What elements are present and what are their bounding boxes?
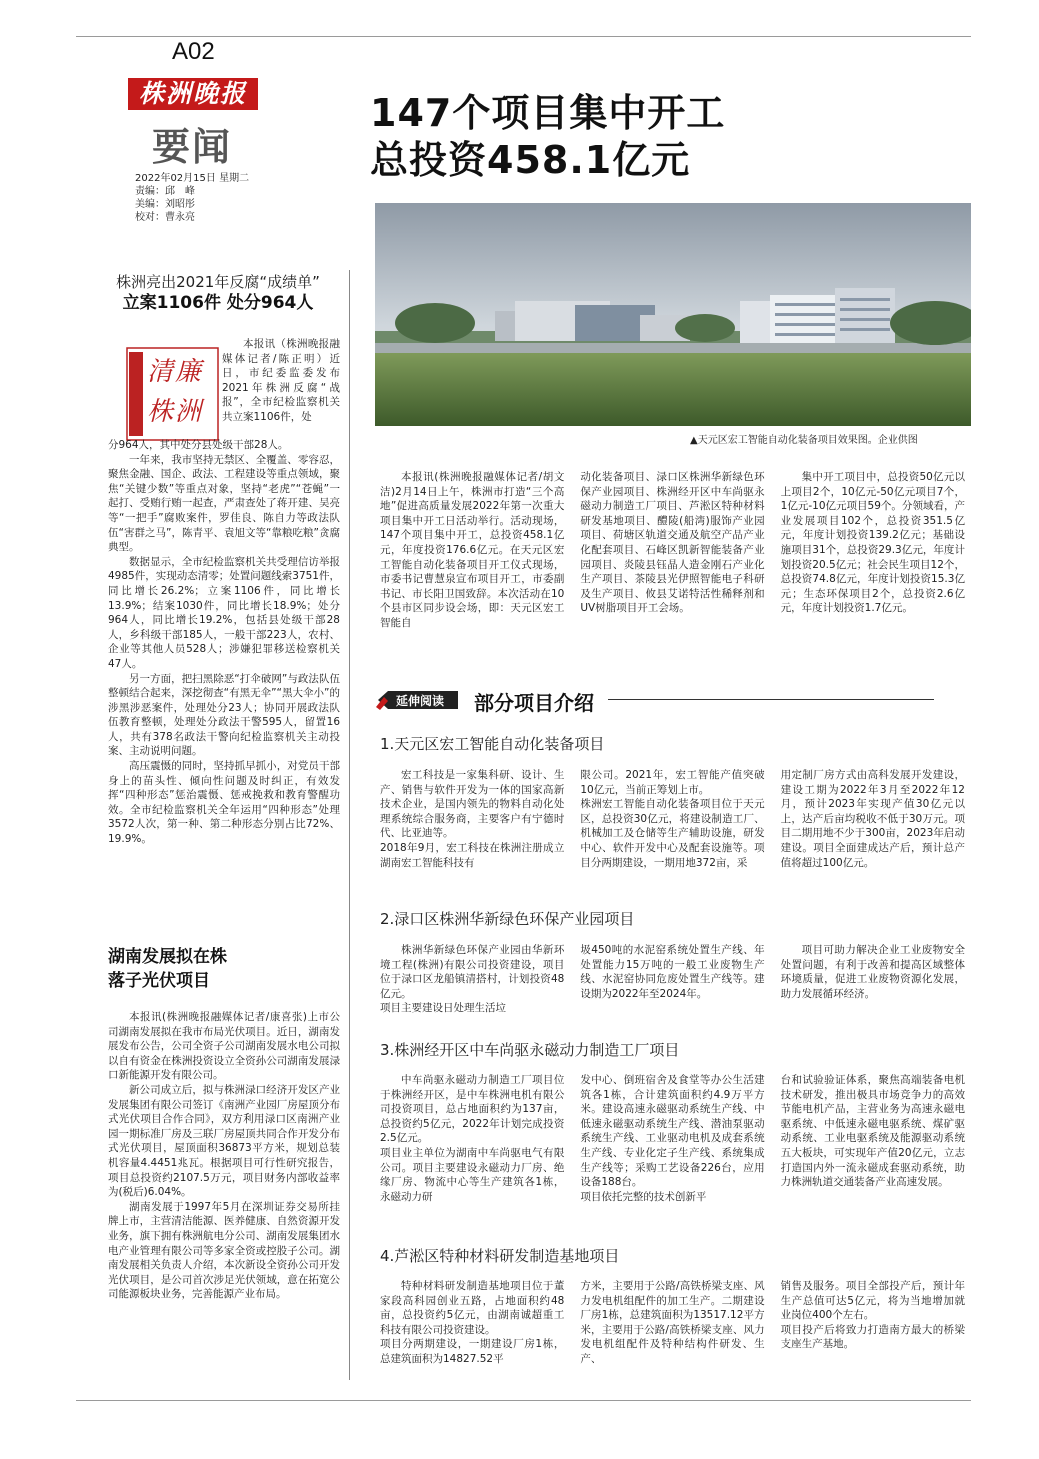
project-text: 用定制厂房方式由高科发展开发建设，建设工期为2022年3月至2022年12月，预计2023年实现产值30亿元以上，达产后亩均税收不低于30万元。项目二期用地不少于300亩，2023年启动建设。项目全面建成达产后，预计总产值将超过100亿元。 bbox=[780, 769, 965, 869]
sidebar-story-anticorruption bbox=[96, 272, 340, 314]
meta-editor: 责编：邱 峰 bbox=[135, 186, 195, 197]
page-number: A02 bbox=[172, 38, 215, 65]
main-story-column bbox=[580, 470, 764, 631]
newspaper-logo: 株洲晚报 bbox=[128, 78, 258, 110]
project-text: 中车尚驱永磁动力制造工厂项目位于株洲经开区，是中车株洲电机有限公司投资项目，总占地面积约为137亩，总投资约5亿元，2022年计划完成投资2.5亿元。 项目业主单位为湖南中车尚驱电气有限公司。项目主要建设永磁动力厂房、绝缘厂房、物流中心等生产建筑各1栋，永磁动力研 bbox=[380, 1074, 565, 1203]
photo-caption: ▲天元区宏工智能自动化装备项目效果图。企业供图 bbox=[690, 435, 918, 446]
top-rule bbox=[76, 36, 971, 37]
main-story-text: 动化装备项目、渌口区株洲华新绿色环保产业园项目、株洲经开区中车尚驱永磁动力制造工厂项目、芦淞区特种材料研发基地项目、醴陵(船湾)服饰产业园项目、荷塘区轨道交通及航空产品产业化配套项目、石峰区凯新智能装备产业园项目、炎陵县钰晶人造金刚石产业化生产项目、茶陵县光伊照智能电子科研及生产项目、攸县艾诺特活性稀释剂和UV树脂项目开工会场。 bbox=[580, 471, 765, 615]
project-text: 发中心、倒班宿舍及食堂等办公生活建筑各1栋，合计建筑面积约4.9万平方米。建设高速永磁驱动系统生产线、中低速永磁驱动系统生产线、潜油泵驱动系统生产线、工业驱动电机及成套系统生产线、专业化定子生产线、系统集成生产线等；采购工艺设备226台，应用设备188台。 项目依托完整的技术创新平 bbox=[580, 1074, 765, 1203]
page-meta bbox=[135, 172, 249, 224]
main-story-text: 本报讯(株洲晚报融媒体记者/胡文洁)2月14日上午，株洲市打造“三个高地”促进高质量发展2022年第一次重大项目集中开工日活动举行。活动现场，147个项目集中开工，总投资458.1亿元，年度投资176.6亿元。在天元区宏工智能自动化装备项目开工仪式现场，市委书记曹慧泉宣布项目开工，市委副书记、市长阳卫国致辞。本次活动在10个县市区同步设会场，即：天元区宏工智能自 bbox=[380, 471, 565, 629]
main-headline bbox=[370, 90, 725, 184]
title-rule bbox=[608, 699, 934, 700]
story2-title bbox=[108, 945, 340, 993]
story1-body bbox=[108, 438, 340, 847]
story1-title-line2: 立案1106件 处分964人 bbox=[122, 293, 314, 313]
story1-title-line1: 株洲亮出2021年反腐“成绩单” bbox=[116, 273, 320, 291]
story1-intro-paragraph: 本报讯（株洲晚报融媒体记者/陈正明）近日，市纪委监委发布2021年株洲反腐“战报”，全市纪检监察机关共立案1106件，处 bbox=[222, 338, 340, 423]
project-4-title: 4.芦淞区特种材料研发制造基地项目 bbox=[380, 1247, 620, 1265]
main-story-column bbox=[380, 470, 564, 631]
clean-zhuzhou-stamp bbox=[125, 346, 220, 442]
main-story bbox=[380, 470, 965, 631]
story2-body bbox=[108, 1010, 340, 1302]
bottom-rule bbox=[76, 1400, 971, 1401]
project-text: 圾450吨的水泥窑系统处置生产线、年处置能力15万吨的一般工业废物生产线、水泥窑协同危废处置生产线等。建设期为2022年至2024年。 bbox=[580, 944, 765, 1000]
story1-paragraph: 另一方面，把扫黑除恶“打伞破网”与政法队伍整顿结合起来，深挖彻查“有黑无伞”“黑大伞小”的涉黑涉恶案件，处理处分23人；协同开展政法队伍教育整顿，处理处分政法干警595人，留置16人，共有378名政法干警向纪检监察机关主动投案、主动说明问题。 bbox=[108, 672, 340, 758]
story1-paragraph: 数据显示，全市纪检监察机关共受理信访举报4985件，实现动态清零；处置问题线索3751件，同比增长26.2%；立案1106件，同比增长13.9%；结案1030件，同比增长18.9%；处分964人，同比增长19.2%，包括县处级干部28人，乡科级干部185人，一般干部223人，农村、企业等其他人员528人；涉嫌犯罪移送检察机关47人。 bbox=[108, 555, 340, 670]
project-1-title: 1.天元区宏工智能自动化装备项目 bbox=[380, 735, 605, 753]
story1-paragraph: 一年来，我市坚持无禁区、全覆盖、零容忍，聚焦金融、国企、政法、工程建设等重点领域，聚焦“关键少数”等重点对象，坚持“老虎”“苍蝇”一起打、受贿行贿一起查，严肃查处了蒋开建、吴亮等“一把手”腐败案件，罗佳良、陈自力等政法队伍“害群之马”，陈青平、袁旭文等“靠粮吃粮”贪腐典型。 bbox=[108, 453, 340, 554]
main-story-text: 集中开工项目中，总投资50亿元以上项目2个，10亿元-50亿元项目7个，1亿元-10亿元项目59个。分领域看，产业发展项目102个，总投资351.5亿元，年度计划投资139.2亿元；基础设施项目31个，总投资29.3亿元，年度计划投资20.5亿元；社会民生项目12个，总投资74.8亿元，年度计划投资15.3亿元；生态环保项目2个，总投资2.6亿元，年度计划投资1.7亿元。 bbox=[780, 471, 965, 615]
building-illustration bbox=[375, 203, 971, 426]
story2-title-line2: 落子光伏项目 bbox=[108, 971, 210, 991]
section-title: 要闻 bbox=[152, 124, 233, 169]
meta-designer: 美编：刘昭彤 bbox=[135, 199, 195, 210]
project-text: 销售及服务。项目全部投产后，预计年生产总值可达5亿元，将为当地增加就业岗位400个左右。 项目投产后将致力打造南方最大的桥梁支座生产基地。 bbox=[780, 1280, 965, 1351]
story1-intro bbox=[222, 337, 340, 425]
meta-proofreader: 校对：曹永亮 bbox=[135, 212, 195, 223]
project-text: 方米，主要用于公路/高铁桥梁支座、风力发电机组配件的加工生产。二期建设厂房1栋，总建筑面积为13517.12平方米，主要用于公路/高铁桥梁支座、风力发电机组配件及特种结构件研发、生产、 bbox=[580, 1280, 765, 1365]
story2-title-line1: 湖南发展拟在株 bbox=[108, 947, 227, 967]
project-text: 特种材料研发制造基地项目位于董家段高科园创业五路，占地面积约48亩，总投资约5亿元，由湖南诚超重工科技有限公司投资建设。 项目分两期建设，一期建设厂房1栋，总建筑面积为14827.52平 bbox=[380, 1280, 565, 1365]
extended-reading-title: 部分项目介绍 bbox=[474, 691, 594, 715]
project-1-body bbox=[380, 768, 965, 870]
extended-reading-header bbox=[374, 688, 934, 715]
meta-date: 2022年02月15日 星期二 bbox=[135, 173, 250, 184]
project-rendering-photo bbox=[375, 203, 971, 426]
project-3-body bbox=[380, 1073, 965, 1204]
story2-paragraph: 湖南发展于1997年5月在深圳证券交易所挂牌上市，主营清洁能源、医养健康、自然资源开发业务，旗下拥有株洲航电分公司、湖南发展集团水电产业管理有限公司等多家全资或控股子公司。湖南发展相关负责人介绍，本次新设全资孙公司开发光伏项目，是公司首次涉足光伏领域，意在拓宽公司能源板块业务，完善能源产业布局。 bbox=[108, 1200, 340, 1301]
project-text: 株洲华新绿色环保产业园由华新环境工程(株洲)有限公司投资建设，项目位于渌口区龙船镇清搭村，计划投资48亿元。 项目主要建设日处理生活垃 bbox=[380, 944, 565, 1015]
story2-paragraph: 本报讯(株洲晚报融媒体记者/康喜张)上市公司湖南发展拟在我市布局光伏项目。近日，湖南发展发布公告，公司全资子公司湖南发展水电公司拟以自有资金在株洲投资设立全资孙公司湖南发展渌口新能源开发有限公司。 bbox=[108, 1011, 340, 1082]
extended-reading-label: 延伸阅读 bbox=[396, 694, 445, 708]
headline-line-2: 总投资458.1亿元 bbox=[370, 138, 691, 182]
stamp-text: 清廉株洲 bbox=[147, 357, 204, 427]
project-4-body bbox=[380, 1279, 965, 1367]
project-2-title: 2.渌口区株洲华新绿色环保产业园项目 bbox=[380, 910, 635, 928]
story2-paragraph: 新公司成立后，拟与株洲渌口经济开发区产业发展集团有限公司签订《南洲产业园厂房屋顶分布式光伏项目合作合同》，双方利用渌口区南洲产业园一期标准厂房及三联厂房屋顶共同合作开发分布式光伏项目，屋顶面积36873平方米，规划总装机容量4.4451兆瓦。根据项目可行性研究报告，项目总投资约2107.5万元，项目财务内部收益率为(税后)6.04%。 bbox=[108, 1083, 340, 1199]
story1-paragraph: 分964人，其中处分县处级干部28人。 bbox=[108, 439, 289, 451]
project-2-body bbox=[380, 943, 965, 1016]
project-3-title: 3.株洲经开区中车尚驱永磁动力制造工厂项目 bbox=[380, 1041, 680, 1059]
project-text: 宏工科技是一家集科研、设计、生产、销售与软件开发为一体的国家高新技术企业，是国内领先的物料自动化处理系统综合服务商，主要客户有宁德时代、比亚迪等。 2018年9月，宏工科技在株洲注册成立湖南宏工智能科技有 bbox=[380, 769, 565, 869]
project-text: 台和试验验证体系，聚焦高端装备电机技术研发，推出极具市场竞争力的高效节能电机产品，主营业务为高速永磁电驱系统、中低速永磁电驱系统、煤矿驱动系统、工业电驱系统及能源驱动系统五大板块，可实现年产值20亿元，立志打造国内外一流永磁成套驱动系统，助力株洲轨道交通装备产业高速发展。 bbox=[780, 1074, 965, 1189]
main-story-column bbox=[781, 470, 965, 631]
column-divider bbox=[349, 270, 350, 1380]
project-text: 限公司。2021年，宏工智能产值突破10亿元，当前正筹划上市。 株洲宏工智能自动化装备项目位于天元区，总投资30亿元，将建设制造工厂、机械加工及仓储等生产辅助设施，研发中心、软件开发中心及配套设施等。项目分两期建设，一期用地372亩，采 bbox=[580, 769, 765, 869]
headline-line-1: 147个项目集中开工 bbox=[370, 91, 726, 135]
story1-paragraph: 高压震慑的同时，坚持抓早抓小，对党员干部身上的苗头性、倾向性问题及时纠正，有效发挥“四种形态”惩治震慑、惩戒挽救和教育警醒功效。全市纪检监察机关全年运用“四种形态”处理3572人次，第一种、第二种形态分别占比72%、19.9%。 bbox=[108, 760, 340, 846]
project-text: 项目可助力解决企业工业废物安全处置问题，有利于改善和提高区域整体环境质量，促进工业废物资源化发展，助力发展循环经济。 bbox=[780, 944, 965, 1000]
